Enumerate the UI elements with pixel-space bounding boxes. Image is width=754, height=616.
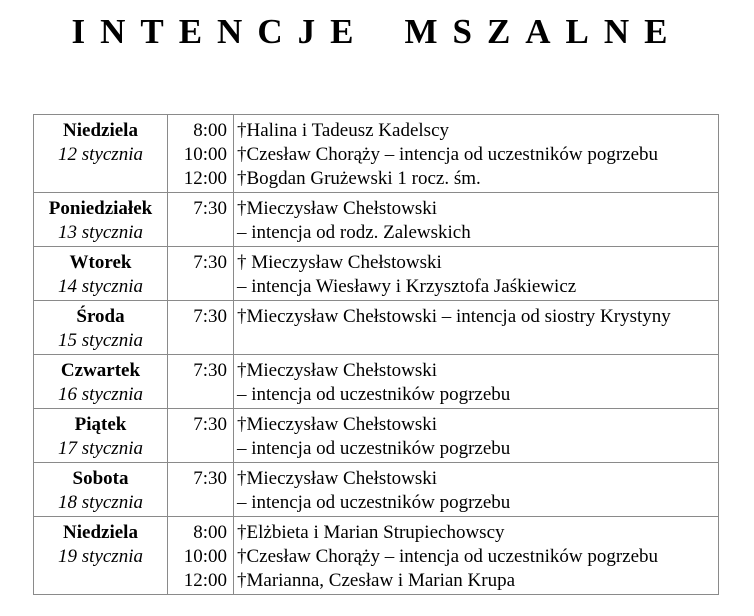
day-cell: [34, 115, 168, 193]
day-name: Sobota: [72, 468, 129, 489]
mass-intentions-table: [33, 114, 719, 595]
day-name: Niedziela: [63, 120, 138, 141]
day-date: 12 stycznia: [58, 144, 143, 165]
intention-line: †Mieczysław Chełstowski: [237, 360, 438, 381]
day-row: [34, 301, 719, 355]
mass-time: 8:00: [193, 120, 227, 141]
intention-line: †Mieczysław Chełstowski – intencja od siostry Krystyny: [237, 306, 671, 327]
mass-time-cell: [168, 517, 234, 595]
day-row: [34, 247, 719, 301]
day-cell: [34, 517, 168, 595]
day-date: 18 stycznia: [58, 492, 143, 513]
day-row: [34, 517, 719, 595]
intention-cell: [234, 301, 719, 355]
intention-line: – intencja od uczestników pogrzebu: [237, 384, 511, 405]
day-date: 15 stycznia: [58, 330, 143, 351]
intention-cell: [234, 517, 719, 595]
mass-time: 10:00: [183, 546, 227, 567]
day-cell: [34, 463, 168, 517]
mass-time: 7:30: [193, 468, 227, 489]
intention-line: – intencja Wiesławy i Krzysztofa Jaśkiewicz: [237, 276, 577, 297]
mass-time-cell: [168, 355, 234, 409]
day-name: Niedziela: [63, 522, 138, 543]
intention-line: †Mieczysław Chełstowski: [237, 414, 438, 435]
intention-line: †Mieczysław Chełstowski: [237, 468, 438, 489]
day-row: [34, 409, 719, 463]
day-row: [34, 355, 719, 409]
mass-time: 10:00: [183, 144, 227, 165]
intention-line: †Mieczysław Chełstowski: [237, 198, 438, 219]
day-date: 19 stycznia: [58, 546, 143, 567]
mass-time-cell: [168, 409, 234, 463]
day-row: [34, 115, 719, 193]
mass-time-cell: [168, 301, 234, 355]
intention-line: †Marianna, Czesław i Marian Krupa: [237, 570, 516, 591]
mass-time: 7:30: [193, 252, 227, 273]
day-date: 13 stycznia: [58, 222, 143, 243]
day-name: Wtorek: [69, 252, 132, 273]
mass-time: 8:00: [193, 522, 227, 543]
day-date: 16 stycznia: [58, 384, 143, 405]
day-cell: [34, 301, 168, 355]
intention-cell: [234, 115, 719, 193]
mass-time: 7:30: [193, 414, 227, 435]
intention-cell: [234, 463, 719, 517]
intention-line: †Czesław Chorąży – intencja od uczestników pogrzebu: [237, 144, 659, 165]
mass-time-cell: [168, 193, 234, 247]
mass-intentions-table-body: [34, 115, 719, 595]
mass-time: 12:00: [183, 168, 227, 189]
mass-time: 7:30: [193, 306, 227, 327]
mass-time: 7:30: [193, 360, 227, 381]
day-cell: [34, 247, 168, 301]
intention-line: †Bogdan Grużewski 1 rocz. śm.: [237, 168, 481, 189]
day-name: Środa: [76, 306, 125, 327]
intention-cell: [234, 355, 719, 409]
intention-line: †Elżbieta i Marian Strupiechowscy: [237, 522, 505, 543]
title-word-intencje: INTENCJE: [71, 12, 369, 51]
intention-cell: [234, 193, 719, 247]
day-row: [34, 463, 719, 517]
mass-time: 7:30: [193, 198, 227, 219]
intention-line: – intencja od uczestników pogrzebu: [237, 492, 511, 513]
intention-line: – intencja od rodz. Zalewskich: [237, 222, 471, 243]
intention-line: †Halina i Tadeusz Kadelscy: [237, 120, 449, 141]
intention-line: †Czesław Chorąży – intencja od uczestników pogrzebu: [237, 546, 659, 567]
day-cell: [34, 193, 168, 247]
day-cell: [34, 409, 168, 463]
day-name: Piątek: [74, 414, 127, 435]
intention-line: † Mieczysław Chełstowski: [237, 252, 442, 273]
page-title: [0, 10, 754, 54]
intention-cell: [234, 247, 719, 301]
mass-time: 12:00: [183, 570, 227, 591]
day-date: 14 stycznia: [58, 276, 143, 297]
intention-cell: [234, 409, 719, 463]
mass-time-cell: [168, 115, 234, 193]
day-date: 17 stycznia: [58, 438, 143, 459]
day-name: Poniedziałek: [48, 198, 153, 219]
intention-line: – intencja od uczestników pogrzebu: [237, 438, 511, 459]
day-name: Czwartek: [60, 360, 141, 381]
title-word-mszalne: MSZALNE: [404, 12, 683, 51]
day-cell: [34, 355, 168, 409]
day-row: [34, 193, 719, 247]
mass-time-cell: [168, 463, 234, 517]
mass-time-cell: [168, 247, 234, 301]
